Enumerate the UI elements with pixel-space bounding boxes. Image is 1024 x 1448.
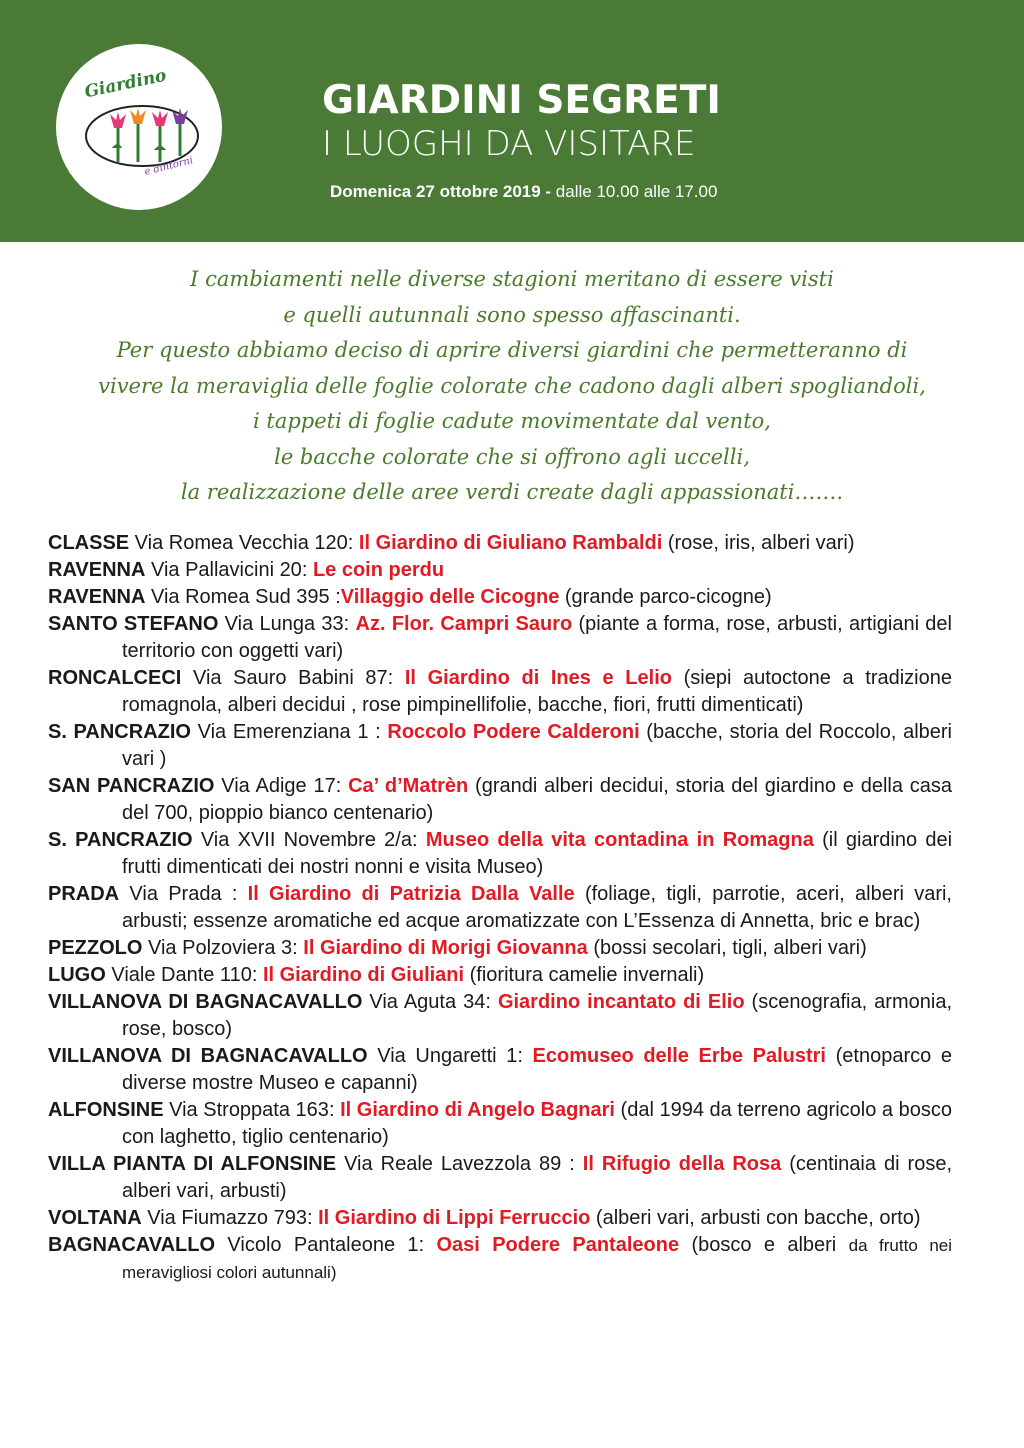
- separator: :: [347, 532, 359, 554]
- address: Via Polzoviera 3: [142, 937, 293, 959]
- address: Via Fiumazzo 793: [141, 1207, 307, 1229]
- garden-name: Museo della vita contadina in Romagna: [425, 829, 814, 851]
- garden-description-extra: da frutto nei meravigliosi colori autunnali): [122, 1236, 953, 1282]
- garden-name: Giardino incantato di Elio: [497, 991, 745, 1013]
- garden-name: Il Giardino di Morigi Giovanna: [303, 937, 588, 959]
- location-name: SAN PANCRAZIO: [48, 775, 215, 797]
- address: Via XVII Novembre 2/a: [192, 829, 412, 851]
- garden-name: Il Giardino di Angelo Bagnari: [340, 1099, 615, 1121]
- garden-name: Il Giardino di Ines e Lelio: [404, 667, 672, 689]
- separator: :: [292, 937, 304, 959]
- intro-text: [60, 262, 964, 511]
- garden-description: (foliage, tigli, parrotie, aceri, alberi vari, arbusti; essenze aromatiche ed acque aromatizzate con L’Essenza di Annetta, bric e brac): [122, 883, 952, 932]
- location-name: LUGO: [48, 964, 106, 986]
- list-item: [48, 962, 952, 989]
- address: Via Lunga 33: [218, 613, 344, 635]
- list-item: [48, 1205, 952, 1232]
- list-item: [48, 935, 952, 962]
- address: Via Aguta 34: [362, 991, 486, 1013]
- location-name: ALFONSINE: [48, 1099, 164, 1121]
- location-name: PEZZOLO: [48, 937, 143, 959]
- location-name: RAVENNA: [48, 559, 146, 581]
- garden-description: (bacche, storia del Roccolo, alberi vari ): [122, 721, 952, 770]
- separator: :: [306, 1207, 319, 1229]
- garden-name: Il Giardino di Lippi Ferruccio: [318, 1207, 591, 1229]
- separator: :: [517, 1045, 533, 1067]
- logo-subtext: e dintorni: [143, 155, 195, 178]
- list-item: [48, 665, 952, 719]
- garden-name: Ca’ d’Matrèn: [348, 775, 469, 797]
- list-item: [48, 1043, 952, 1097]
- garden-description: (piante a forma, rose, arbusti, artigiani del territorio con oggetti vari): [122, 613, 952, 662]
- location-name: VOLTANA: [48, 1207, 142, 1229]
- garden-description: (siepi autoctone a tradizione romagnola, alberi decidui , rose pimpinellifolie, bacche, fiori, frutti dimenticati): [122, 667, 952, 716]
- garden-description: (etnoparco e diverse mostre Museo e capanni): [122, 1045, 952, 1094]
- event-date-main: Domenica 27 ottobre 2019 -: [330, 182, 552, 201]
- garden-description: (fioritura camelie invernali): [464, 964, 705, 986]
- list-item: [48, 1097, 952, 1151]
- address: Via Stroppata 163: [163, 1099, 329, 1121]
- location-name: CLASSE: [48, 532, 130, 554]
- separator: :: [418, 1234, 437, 1256]
- tulips-icon: [56, 44, 222, 210]
- garden-name: Il Giardino di Giuliani: [262, 964, 465, 986]
- garden-name: Villaggio delle Cicogne: [340, 586, 560, 608]
- list-item: [48, 1151, 952, 1205]
- garden-description: (rose, iris, alberi vari): [662, 532, 855, 554]
- address: Vicolo Pantaleone 1: [215, 1234, 419, 1256]
- separator: :: [328, 1099, 341, 1121]
- logo: [56, 44, 222, 210]
- address: Via Adige 17: [214, 775, 336, 797]
- list-item: [48, 1232, 952, 1286]
- location-name: SANTO STEFANO: [48, 613, 219, 635]
- separator: :: [485, 991, 498, 1013]
- separator: :: [375, 721, 388, 743]
- garden-description: (bosco e alberi: [679, 1234, 849, 1256]
- location-name: S. PANCRAZIO: [48, 829, 193, 851]
- garden-name: Ecomuseo delle Erbe Palustri: [532, 1045, 826, 1067]
- list-item: [48, 611, 952, 665]
- separator: :: [343, 613, 356, 635]
- garden-name: Il Rifugio della Rosa: [582, 1153, 782, 1175]
- location-name: VILLANOVA DI BAGNACAVALLO: [48, 991, 363, 1013]
- garden-list: [48, 530, 952, 1286]
- location-name: PRADA: [48, 883, 120, 905]
- page-title: GIARDINI SEGRETI: [322, 78, 721, 123]
- list-item: [48, 584, 952, 611]
- intro-line: e quelli autunnali sono spesso affascinanti.: [283, 302, 741, 327]
- garden-name: Il Giardino di Patrizia Dalla Valle: [247, 883, 575, 905]
- list-item: [48, 773, 952, 827]
- garden-name: Oasi Podere Pantaleone: [436, 1234, 680, 1256]
- separator: :: [335, 775, 349, 797]
- garden-description: (scenografia, armonia, rose, bosco): [122, 991, 952, 1040]
- intro-line: i tappeti di foglie cadute movimentate dal vento,: [253, 409, 771, 433]
- separator: :: [301, 559, 313, 581]
- garden-name: Roccolo Podere Calderoni: [387, 721, 640, 743]
- location-name: RAVENNA: [48, 586, 146, 608]
- garden-description: (bossi secolari, tigli, alberi vari): [587, 937, 867, 959]
- separator: :: [231, 883, 248, 905]
- address: Via Sauro Babini 87: [181, 667, 388, 689]
- separator: :: [387, 667, 405, 689]
- garden-description: (grande parco-cicogne): [559, 586, 772, 608]
- address: Via Emerenziana 1: [190, 721, 376, 743]
- separator: :: [569, 1153, 583, 1175]
- event-date: [330, 182, 717, 202]
- list-item: [48, 530, 952, 557]
- intro-line: la realizzazione delle aree verdi create dagli appassionati…….: [180, 480, 844, 504]
- event-time: dalle 10.00 alle 17.00: [551, 182, 718, 201]
- garden-description: (alberi vari, arbusti con bacche, orto): [590, 1207, 921, 1229]
- intro-line: Per questo abbiamo deciso di aprire diversi giardini che permetteranno di: [116, 338, 908, 362]
- location-name: VILLA PIANTA DI ALFONSINE: [48, 1153, 337, 1175]
- list-item: [48, 881, 952, 935]
- garden-description: (dal 1994 da terreno agricolo a bosco con laghetto, tiglio centenario): [122, 1099, 952, 1148]
- location-name: VILLANOVA DI BAGNACAVALLO: [48, 1045, 368, 1067]
- garden-name: Le coin perdu: [312, 559, 445, 581]
- list-item: [48, 827, 952, 881]
- header-banner: [0, 0, 1024, 242]
- list-item: [48, 719, 952, 773]
- list-item: [48, 557, 952, 584]
- garden-description: (il giardino dei frutti dimenticati dei nostri nonni e visita Museo): [122, 829, 953, 878]
- location-name: BAGNACAVALLO: [48, 1234, 216, 1256]
- location-name: S. PANCRAZIO: [48, 721, 191, 743]
- address: Via Reale Lavezzola 89: [336, 1153, 570, 1175]
- separator: :: [412, 829, 426, 851]
- garden-name: Az. Flor. Campri Sauro: [355, 613, 573, 635]
- separator: :: [251, 964, 263, 986]
- address: Via Romea Vecchia 120: [129, 532, 348, 554]
- list-item: [48, 989, 952, 1043]
- address: Viale Dante 110: [105, 964, 252, 986]
- separator: :: [335, 586, 341, 608]
- garden-description: (centinaia di rose, alberi vari, arbusti): [122, 1153, 953, 1202]
- logo-text: Giardino: [82, 65, 169, 103]
- garden-name: Il Giardino di Giuliano Rambaldi: [358, 532, 663, 554]
- intro-line: le bacche colorate che si offrono agli uccelli,: [274, 444, 750, 469]
- intro-line: vivere la meraviglia delle foglie colorate che cadono dagli alberi spogliandoli,: [98, 373, 926, 398]
- address: Via Pallavicini 20: [145, 559, 302, 581]
- intro-line: I cambiamenti nelle diverse stagioni meritano di essere visti: [190, 267, 834, 291]
- address: Via Ungaretti 1: [367, 1045, 518, 1067]
- location-name: RONCALCECI: [48, 667, 182, 689]
- address: Via Romea Sud 395: [145, 586, 336, 608]
- page-subtitle: I LUOGHI DA VISITARE: [322, 124, 696, 164]
- garden-description: (grandi alberi decidui, storia del giardino e della casa del 700, pioppio bianco centenario): [122, 775, 952, 824]
- address: Via Prada: [119, 883, 232, 905]
